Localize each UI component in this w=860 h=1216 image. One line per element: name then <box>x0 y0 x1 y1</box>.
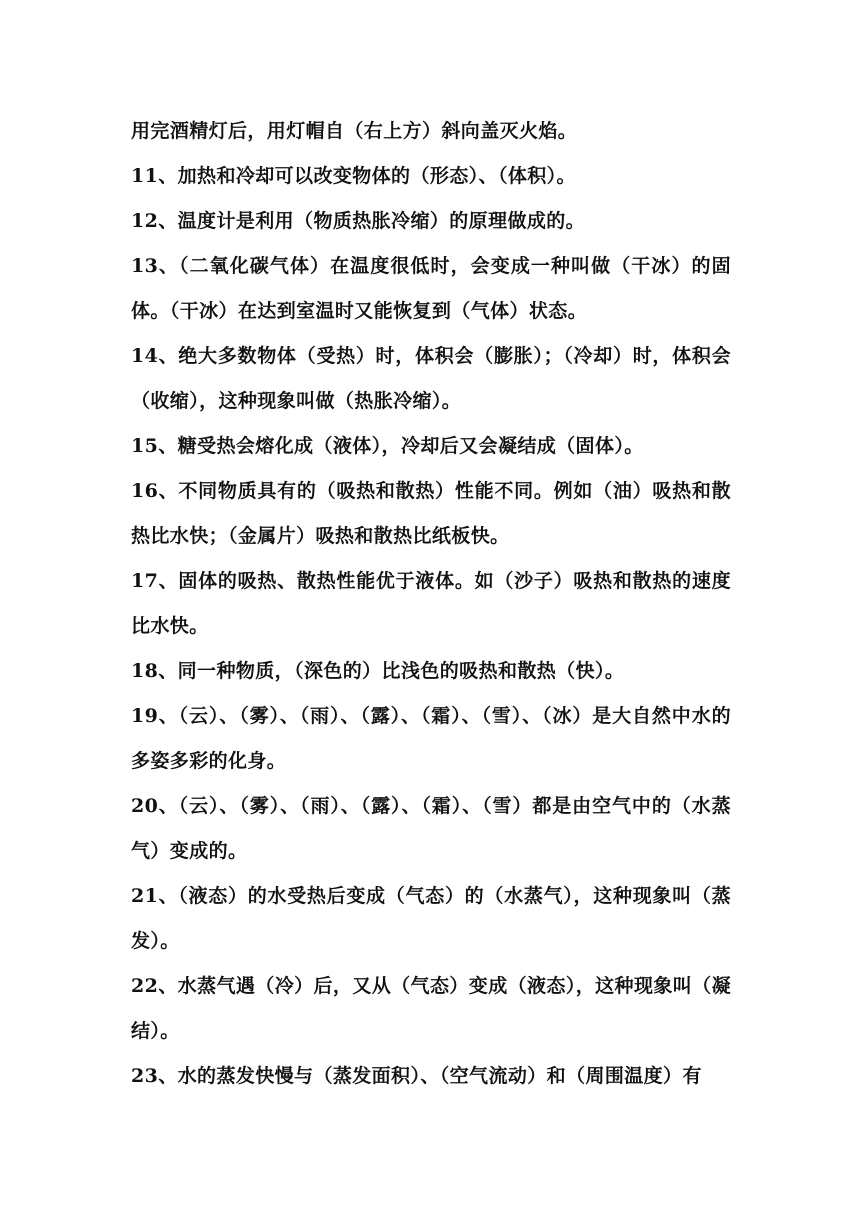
item-23: 23、水的蒸发快慢与（蒸发面积）、（空气流动）和（周围温度）有 <box>131 1065 702 1087</box>
document-body <box>131 109 731 1099</box>
item-16: 16、不同物质具有的（吸热和散热）性能不同。例如（油）吸热和散热比水快；（金属片）吸热和散热比纸板快。 <box>131 480 731 547</box>
item-17: 17、固体的吸热、散热性能优于液体。如（沙子）吸热和散热的速度比水快。 <box>131 570 731 637</box>
item-12: 12、温度计是利用（物质热胀冷缩）的原理做成的。 <box>131 210 586 232</box>
item-20: 20、（云）、（雾）、（雨）、（露）、（霜）、（雪）都是由空气中的（水蒸气）变成的。 <box>131 795 731 862</box>
item-13: 13、（二氧化碳气体）在温度很低时，会变成一种叫做（干冰）的固体。（干冰）在达到室温时又能恢复到（气体）状态。 <box>131 255 731 322</box>
item-14: 14、绝大多数物体（受热）时，体积会（膨胀）；（冷却）时，体积会（收缩），这种现象叫做（热胀冷缩）。 <box>131 345 731 412</box>
item-15: 15、糖受热会熔化成（液体），冷却后又会凝结成（固体）。 <box>131 435 644 457</box>
item-22: 22、水蒸气遇（冷）后，又从（气态）变成（液态），这种现象叫（凝结）。 <box>131 975 731 1042</box>
item-18: 18、同一种物质，（深色的）比浅色的吸热和散热（快）。 <box>131 660 625 682</box>
item-21: 21、（液态）的水受热后变成（气态）的（水蒸气），这种现象叫（蒸发）。 <box>131 885 731 952</box>
item-19: 19、（云）、（雾）、（雨）、（露）、（霜）、（雪）、（冰）是大自然中水的多姿多彩的化身。 <box>131 705 731 772</box>
paragraph-continuation: 用完酒精灯后，用灯帽自（右上方）斜向盖灭火焰。 <box>131 120 578 142</box>
item-11: 11、加热和冷却可以改变物体的（形态）、（体积）。 <box>131 165 576 187</box>
